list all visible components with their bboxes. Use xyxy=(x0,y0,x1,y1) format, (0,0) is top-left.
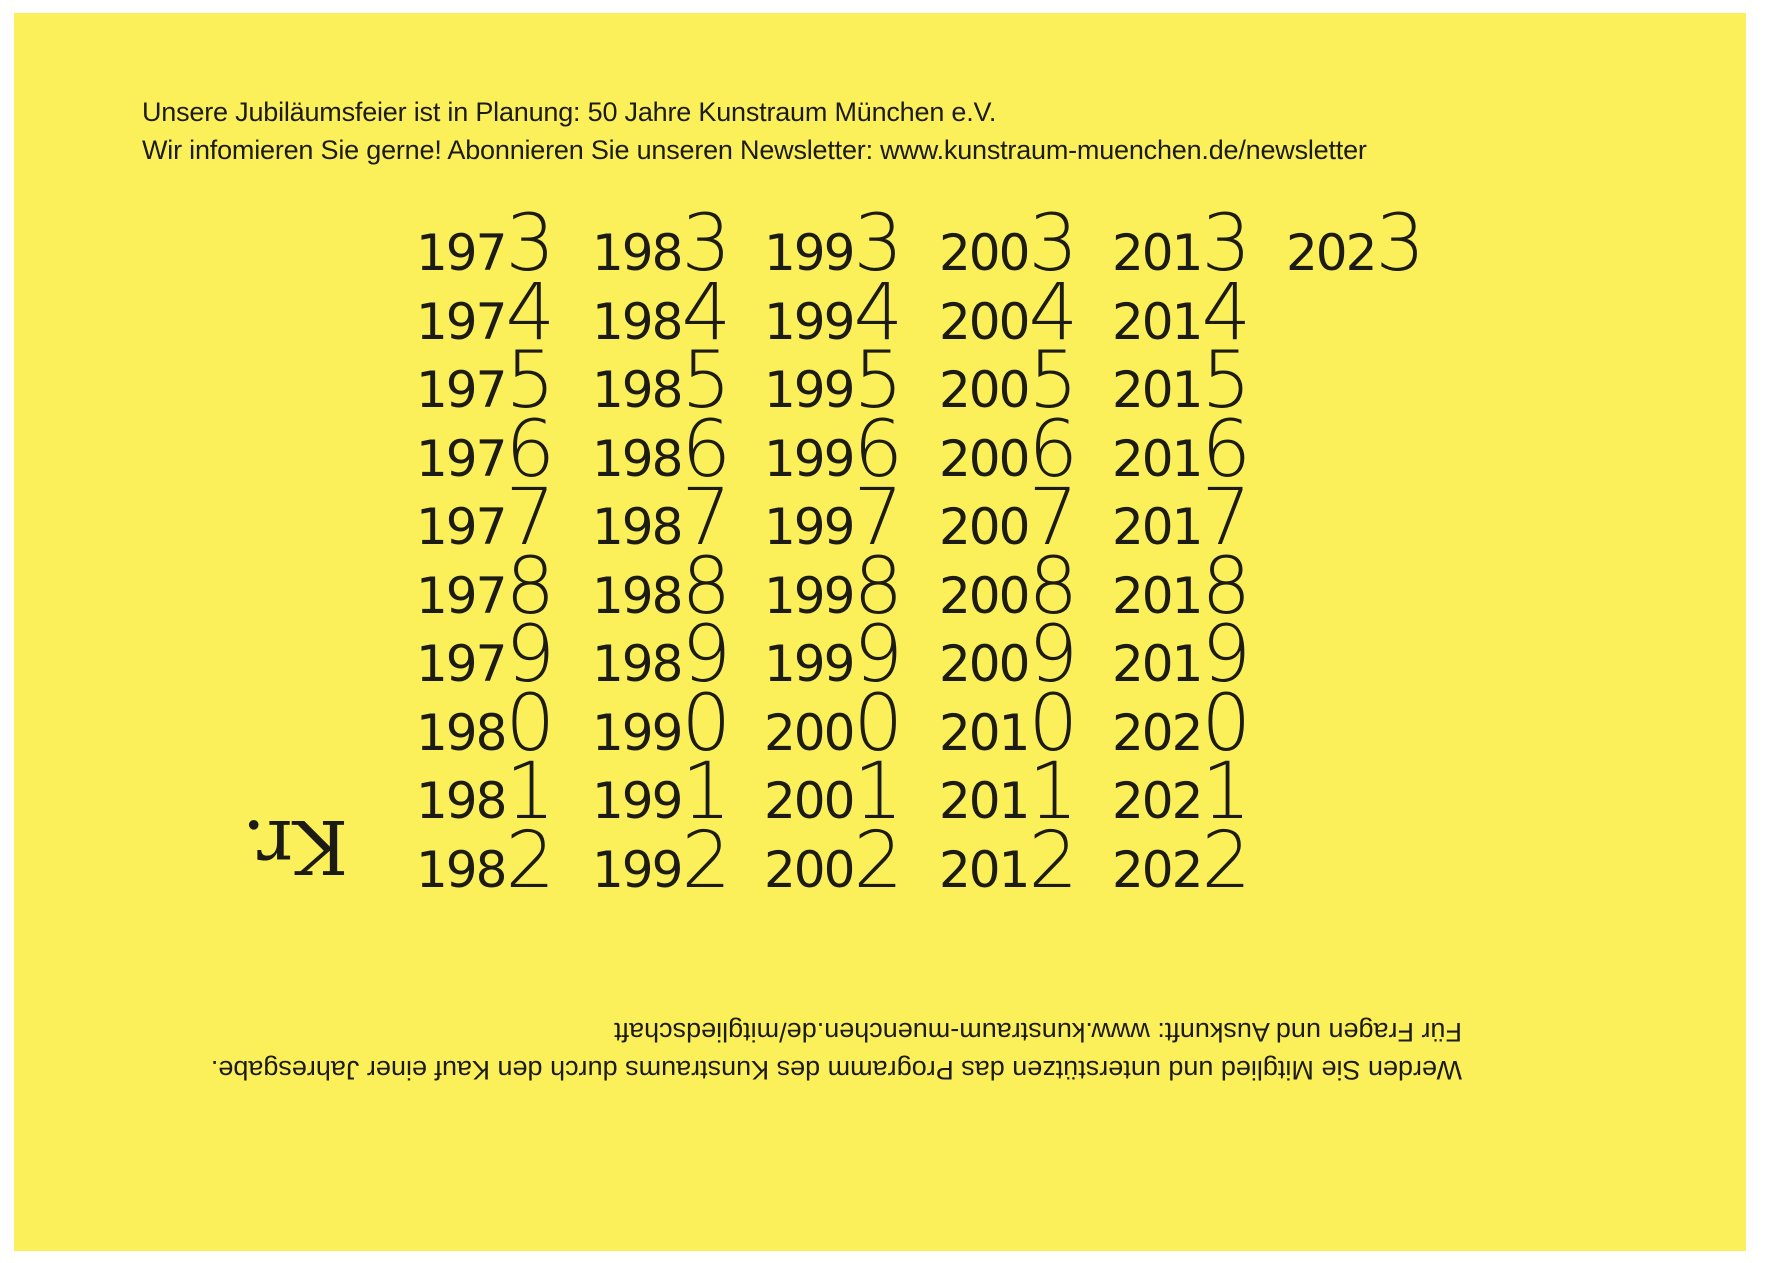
year-last-digit: 0 xyxy=(1028,678,1077,769)
year-lead-digits: 200 xyxy=(764,772,854,830)
year-lead-digits: 199 xyxy=(764,429,854,488)
year-last-digit: 0 xyxy=(681,678,730,769)
year-lead-digits: 200 xyxy=(939,429,1029,488)
year-last-digit: 3 xyxy=(681,199,730,289)
year-last-digit: 6 xyxy=(1201,404,1250,495)
year-lead-digits: 200 xyxy=(939,566,1029,625)
year-lead-digits: 201 xyxy=(1112,429,1202,488)
year-last-digit: 7 xyxy=(681,473,730,563)
year-lead-digits: 201 xyxy=(939,840,1029,899)
year-last-digit: 5 xyxy=(1028,336,1077,426)
year-last-digit: 5 xyxy=(505,336,554,426)
year-last-digit: 1 xyxy=(853,747,902,837)
year-last-digit: 1 xyxy=(1201,747,1250,837)
footer-line-2: Für Fragen und Auskunft: www.kunstraum-muenchen.de/mitgliedschaft xyxy=(614,1017,1462,1047)
year-lead-digits: 198 xyxy=(592,429,682,488)
year-lead-digits: 201 xyxy=(1112,635,1202,693)
year-last-digit: 9 xyxy=(1028,610,1077,700)
year-lead-digits: 197 xyxy=(416,429,506,488)
year-lead-digits: 198 xyxy=(592,566,682,625)
year-lead-digits: 201 xyxy=(1112,566,1202,625)
year-lead-digits: 201 xyxy=(939,703,1029,762)
year-lead-digits: 197 xyxy=(416,224,506,282)
year-2023 xyxy=(1286,199,1424,289)
year-last-digit: 2 xyxy=(1201,815,1250,906)
year-lead-digits: 202 xyxy=(1112,703,1202,762)
year-lead-digits: 197 xyxy=(416,498,506,556)
year-lead-digits: 201 xyxy=(1112,224,1202,282)
year-lead-digits: 198 xyxy=(592,292,682,351)
year-last-digit: 1 xyxy=(681,747,730,837)
year-last-digit: 1 xyxy=(1028,747,1077,837)
year-last-digit: 4 xyxy=(853,267,902,358)
year-last-digit: 7 xyxy=(853,473,902,563)
year-lead-digits: 200 xyxy=(939,635,1029,693)
header-text xyxy=(142,93,1367,169)
year-last-digit: 6 xyxy=(1028,404,1077,495)
year-last-digit: 7 xyxy=(1201,473,1250,563)
year-lead-digits: 198 xyxy=(592,498,682,556)
year-last-digit: 5 xyxy=(681,336,730,426)
year-last-digit: 4 xyxy=(681,267,730,358)
year-lead-digits: 202 xyxy=(1286,224,1376,282)
year-2022 xyxy=(1112,815,1250,906)
year-lead-digits: 198 xyxy=(416,840,506,899)
year-last-digit: 0 xyxy=(1201,678,1250,769)
year-lead-digits: 197 xyxy=(416,635,506,693)
year-lead-digits: 198 xyxy=(416,772,506,830)
year-last-digit: 3 xyxy=(1375,199,1424,289)
year-lead-digits: 199 xyxy=(764,566,854,625)
kr-mark: Kr. xyxy=(242,803,349,889)
year-last-digit: 1 xyxy=(505,747,554,837)
year-lead-digits: 201 xyxy=(1112,498,1202,556)
footer-text-upside-down xyxy=(142,1013,1462,1089)
year-last-digit: 6 xyxy=(505,404,554,495)
year-lead-digits: 200 xyxy=(939,498,1029,556)
year-lead-digits: 199 xyxy=(592,772,682,830)
year-last-digit: 7 xyxy=(1028,473,1077,563)
year-last-digit: 8 xyxy=(853,541,902,632)
year-lead-digits: 198 xyxy=(592,635,682,693)
year-lead-digits: 198 xyxy=(416,703,506,762)
year-last-digit: 7 xyxy=(505,473,554,563)
year-last-digit: 0 xyxy=(853,678,902,769)
year-lead-digits: 200 xyxy=(939,224,1029,282)
year-lead-digits: 200 xyxy=(939,292,1029,351)
year-2002 xyxy=(764,815,902,906)
year-last-digit: 3 xyxy=(1201,199,1250,289)
yellow-card xyxy=(14,13,1746,1251)
year-last-digit: 4 xyxy=(1201,267,1250,358)
year-last-digit: 2 xyxy=(1028,815,1077,906)
year-lead-digits: 200 xyxy=(939,361,1029,419)
year-last-digit: 8 xyxy=(1201,541,1250,632)
footer-line-1: Werden Sie Mitglied und unterstützen das Programm des Kunstraums durch den Kauf einer Jahresgabe. xyxy=(210,1055,1462,1085)
year-last-digit: 6 xyxy=(681,404,730,495)
year-lead-digits: 200 xyxy=(764,703,854,762)
year-lead-digits: 199 xyxy=(764,498,854,556)
year-lead-digits: 198 xyxy=(592,224,682,282)
year-last-digit: 9 xyxy=(1201,610,1250,700)
year-last-digit: 8 xyxy=(681,541,730,632)
year-lead-digits: 199 xyxy=(592,703,682,762)
year-lead-digits: 201 xyxy=(1112,292,1202,351)
year-last-digit: 4 xyxy=(505,267,554,358)
year-lead-digits: 202 xyxy=(1112,772,1202,830)
year-lead-digits: 200 xyxy=(764,840,854,899)
year-last-digit: 3 xyxy=(853,199,902,289)
year-last-digit: 0 xyxy=(505,678,554,769)
year-lead-digits: 201 xyxy=(1112,361,1202,419)
year-lead-digits: 199 xyxy=(764,635,854,693)
year-lead-digits: 201 xyxy=(939,772,1029,830)
year-last-digit: 9 xyxy=(681,610,730,700)
header-line-1: Unsere Jubiläumsfeier ist in Planung: 50 Jahre Kunstraum München e.V. xyxy=(142,97,997,127)
year-lead-digits: 199 xyxy=(592,840,682,899)
year-lead-digits: 197 xyxy=(416,566,506,625)
year-last-digit: 5 xyxy=(1201,336,1250,426)
year-last-digit: 9 xyxy=(853,610,902,700)
year-last-digit: 2 xyxy=(853,815,902,906)
year-last-digit: 6 xyxy=(853,404,902,495)
year-lead-digits: 198 xyxy=(592,361,682,419)
year-lead-digits: 197 xyxy=(416,361,506,419)
year-last-digit: 9 xyxy=(505,610,554,700)
year-last-digit: 8 xyxy=(1028,541,1077,632)
year-lead-digits: 199 xyxy=(764,224,854,282)
year-2012 xyxy=(939,815,1077,906)
year-lead-digits: 197 xyxy=(416,292,506,351)
year-last-digit: 3 xyxy=(505,199,554,289)
year-last-digit: 8 xyxy=(505,541,554,632)
year-lead-digits: 199 xyxy=(764,361,854,419)
year-1992 xyxy=(592,815,730,906)
year-last-digit: 2 xyxy=(681,815,730,906)
year-last-digit: 3 xyxy=(1028,199,1077,289)
year-1982 xyxy=(416,815,554,906)
year-last-digit: 5 xyxy=(853,336,902,426)
year-last-digit: 2 xyxy=(505,815,554,906)
header-line-2: Wir infomieren Sie gerne! Abonnieren Sie unseren Newsletter: www.kunstraum-muenchen.de/newsletter xyxy=(142,135,1367,165)
year-lead-digits: 199 xyxy=(764,292,854,351)
year-last-digit: 4 xyxy=(1028,267,1077,358)
year-lead-digits: 202 xyxy=(1112,840,1202,899)
